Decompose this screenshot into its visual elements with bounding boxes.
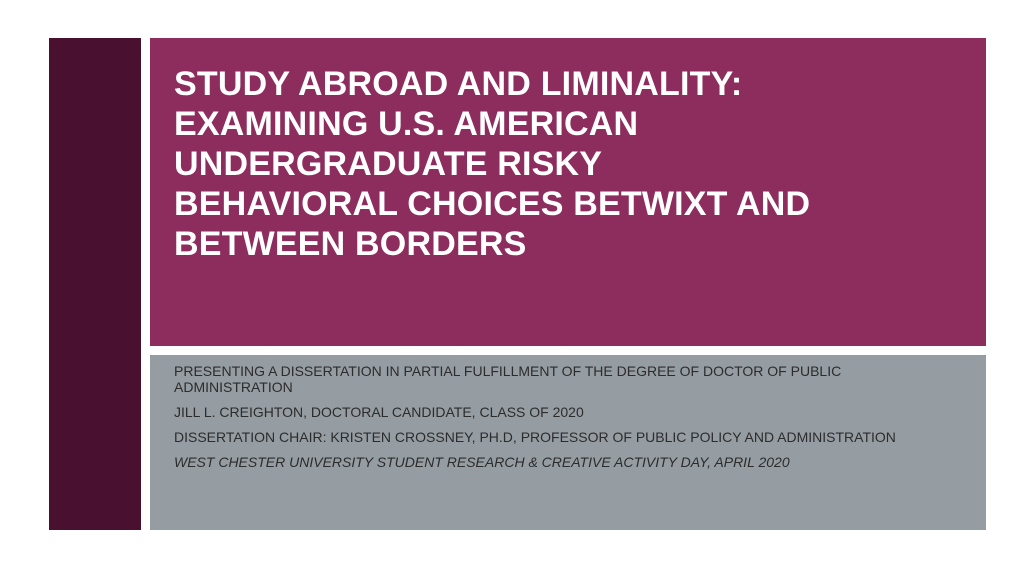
subtitle-panel <box>150 355 986 530</box>
slide-title: STUDY ABROAD AND LIMINALITY: EXAMINING U.S. AMERICAN UNDERGRADUATE RISKY BEHAVIORAL CHOICES BETWIXT AND BETWEEN BORDERS <box>174 65 811 263</box>
subtitle-event-line: WEST CHESTER UNIVERSITY STUDENT RESEARCH & CREATIVE ACTIVITY DAY, APRIL 2020 <box>174 454 790 470</box>
accent-side-bar <box>49 38 141 530</box>
subtitle-author-line: JILL L. CREIGHTON, DOCTORAL CANDIDATE, CLASS OF 2020 <box>174 404 584 420</box>
subtitle-degree-line: PRESENTING A DISSERTATION IN PARTIAL FULFILLMENT OF THE DEGREE OF DOCTOR OF PUBLIC ADMINISTRATION <box>174 363 842 395</box>
subtitle-chair-line: DISSERTATION CHAIR: KRISTEN CROSSNEY, PH.D, PROFESSOR OF PUBLIC POLICY AND ADMINISTRATION <box>174 429 896 445</box>
title-panel <box>150 38 986 346</box>
